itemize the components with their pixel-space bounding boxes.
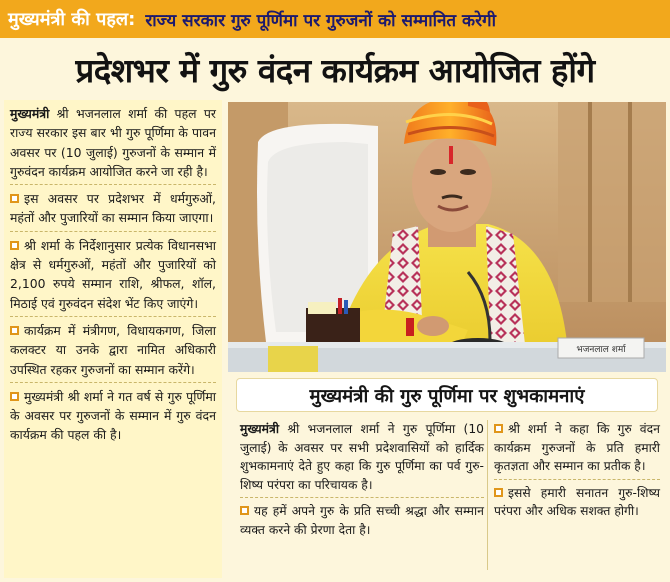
wishes-box-title: मुख्यमंत्री की गुरु पूर्णिमा पर शुभकामनाएं: [236, 378, 658, 412]
divider: [10, 382, 216, 383]
banner-kicker: मुख्यमंत्री की पहल:: [8, 9, 136, 30]
divider: [10, 316, 216, 317]
square-bullet-icon: [10, 326, 19, 335]
left-lead-paragraph: [10, 104, 216, 181]
wishes-lead-paragraph: [240, 420, 484, 494]
left-bullet-4: [10, 387, 216, 445]
wishes-box-left: [240, 420, 484, 540]
left-lead-bold: मुख्यमंत्री: [10, 106, 50, 121]
photo-illustration: [228, 102, 666, 372]
square-bullet-icon: [10, 392, 19, 401]
square-bullet-icon: [240, 506, 249, 515]
banner-text: राज्य सरकार गुरु पूर्णिमा पर गुरुजनों को सम्मानित करेगी: [145, 10, 497, 31]
square-bullet-icon: [494, 488, 503, 497]
wishes-box: [228, 372, 666, 578]
left-bullet-text: श्री शर्मा के निर्देशानुसार प्रत्येक विधानसभा क्षेत्र से धर्मगुरुओं, महंतों और पुजारियों को 2,100 रुपये सम्मान राशि, श्रीफल, शॉल, मिठाई एवं गुरुवंदन संदेश भेंट किए जाएंगे।: [10, 237, 216, 311]
square-bullet-icon: [10, 194, 19, 203]
wishes-lead-text: श्री भजनलाल शर्मा ने गुरु पूर्णिमा (10 जुलाई) के अवसर पर सभी प्रदेशवासियों को हार्दिक शुभकामनाएं देते हुए कहा कि गुरु पूर्णिमा का पर्व गुरु-शिष्य परंपरा का परिचायक है।: [240, 422, 484, 492]
wishes-lead-bold: मुख्यमंत्री: [240, 422, 280, 436]
wishes-left-bullet: [240, 502, 484, 539]
nameplate-text: भजनलाल शर्मा: [576, 345, 626, 355]
wishes-right-bullet-2: [494, 484, 660, 521]
wishes-left-bullet-text: यह हमें अपने गुरु के प्रति सच्ची श्रद्धा और सम्मान व्यक्त करने की प्रेरणा देता है।: [240, 504, 484, 537]
left-bullet-text: इस अवसर पर प्रदेशभर में धर्मगुरुओं, महंतों और पुजारियों का सम्मान किया जाएगा।: [10, 191, 216, 226]
wishes-right-bullet-1: [494, 420, 660, 476]
square-bullet-icon: [10, 241, 19, 250]
square-bullet-icon: [494, 424, 503, 433]
left-bullet-1: [10, 189, 216, 228]
divider: [494, 479, 660, 480]
wishes-right-bullet-text: श्री शर्मा ने कहा कि गुरु वंदन कार्यक्रम गुरुजनों के प्रति हमारी कृतज्ञता और सम्मान का प्रतीक है।: [494, 422, 660, 474]
left-bullet-text: मुख्यमंत्री श्री शर्मा ने गत वर्ष से गुरु पूर्णिमा के अवसर पर गुरुजनों के सम्मान में गुरु वंदन कार्यक्रम की पहल की है।: [10, 388, 216, 443]
divider: [10, 231, 216, 232]
column-divider: [487, 420, 488, 570]
left-bullet-3: [10, 321, 216, 379]
divider: [10, 184, 216, 185]
left-bullet-text: कार्यक्रम में मंत्रीगण, विधायकगण, जिला कलक्टर या उनके द्वारा नामित अधिकारी उपस्थित रहकर गुरुजनों का सम्मान करेंगे।: [10, 322, 216, 377]
left-column: [4, 100, 222, 578]
left-bullet-2: [10, 236, 216, 313]
top-banner: [0, 0, 670, 38]
left-lead-text: श्री भजनलाल शर्मा की पहल पर राज्य सरकार इस बार भी गुरु पूर्णिमा के पावन अवसर पर (10 जुलाई) गुरुजनों के सम्मान में गुरुवंदन कार्यक्रम आयोजित करने जा रही है।: [10, 106, 216, 179]
wishes-box-right: [494, 420, 660, 521]
headline: प्रदेशभर में गुरु वंदन कार्यक्रम आयोजित होंगे: [75, 50, 595, 90]
chief-minister-photo: [228, 102, 666, 372]
wishes-right-bullet-text: इससे हमारी सनातन गुरु-शिष्य परंपरा और अधिक सशक्त होगी।: [494, 485, 660, 519]
divider: [240, 497, 484, 498]
